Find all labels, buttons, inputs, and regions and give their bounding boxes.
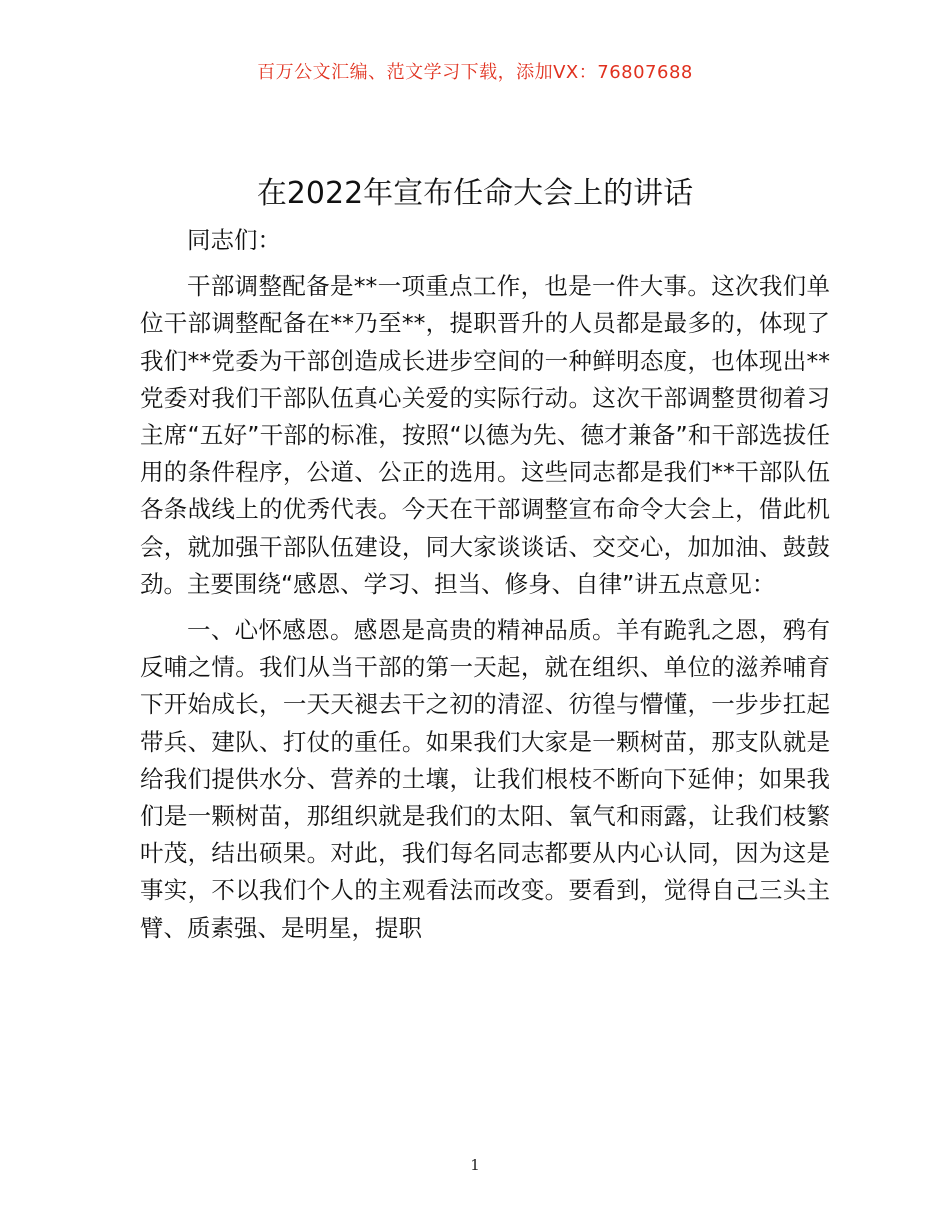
document-title: 在2022年宣布任命大会上的讲话 <box>256 176 694 211</box>
header-banner: 百万公文汇编、范文学习下载，添加VX：76807688 <box>257 62 693 83</box>
salutation: 同志们： <box>187 226 281 254</box>
document-body <box>140 222 830 956</box>
page-number: 1 <box>470 1156 480 1174</box>
paragraph-intro: 干部调整配备是**一项重点工作，也是一件大事。这次我们单位干部调整配备在**乃至**，提职晋升的人员都是最多的，体现了我们**党委为干部创造成长进步空间的一种鲜明态度，也体现出**党委对我们干部队伍真心关爱的实际行动。这次干部调整贯彻着习主席“五好”干部的标准，按照“以德为先、德才兼备”和干部选拔任用的条件程序，公道、公正的选用。这些同志都是我们**干部队伍各条战线上的优秀代表。今天在干部调整宣布命令大会上，借此机会，就加强干部队伍建设，同大家谈谈话、交交心，加加油、鼓鼓劲。主要围绕“感恩、学习、担当、修身、自律”讲五点意见： <box>140 272 830 598</box>
paragraph-gratitude: 一、心怀感恩。感恩是高贵的精神品质。羊有跪乳之恩，鸦有反哺之情。我们从当干部的第一天起，就在组织、单位的滋养哺育下开始成长，一天天褪去干之初的清涩、彷徨与懵懂，一步步扛起带兵、建队、打仗的重任。如果我们大家是一颗树苗，那支队就是给我们提供水分、营养的土壤，让我们根枝不断向下延伸；如果我们是一颗树苗，那组织就是我们的太阳、氧气和雨露，让我们枝繁叶茂，结出硕果。对此，我们每名同志都要从内心认同，因为这是事实，不以我们个人的主观看法而改变。要看到，觉得自己三头主臂、质素强、是明星，提职 <box>140 616 830 942</box>
